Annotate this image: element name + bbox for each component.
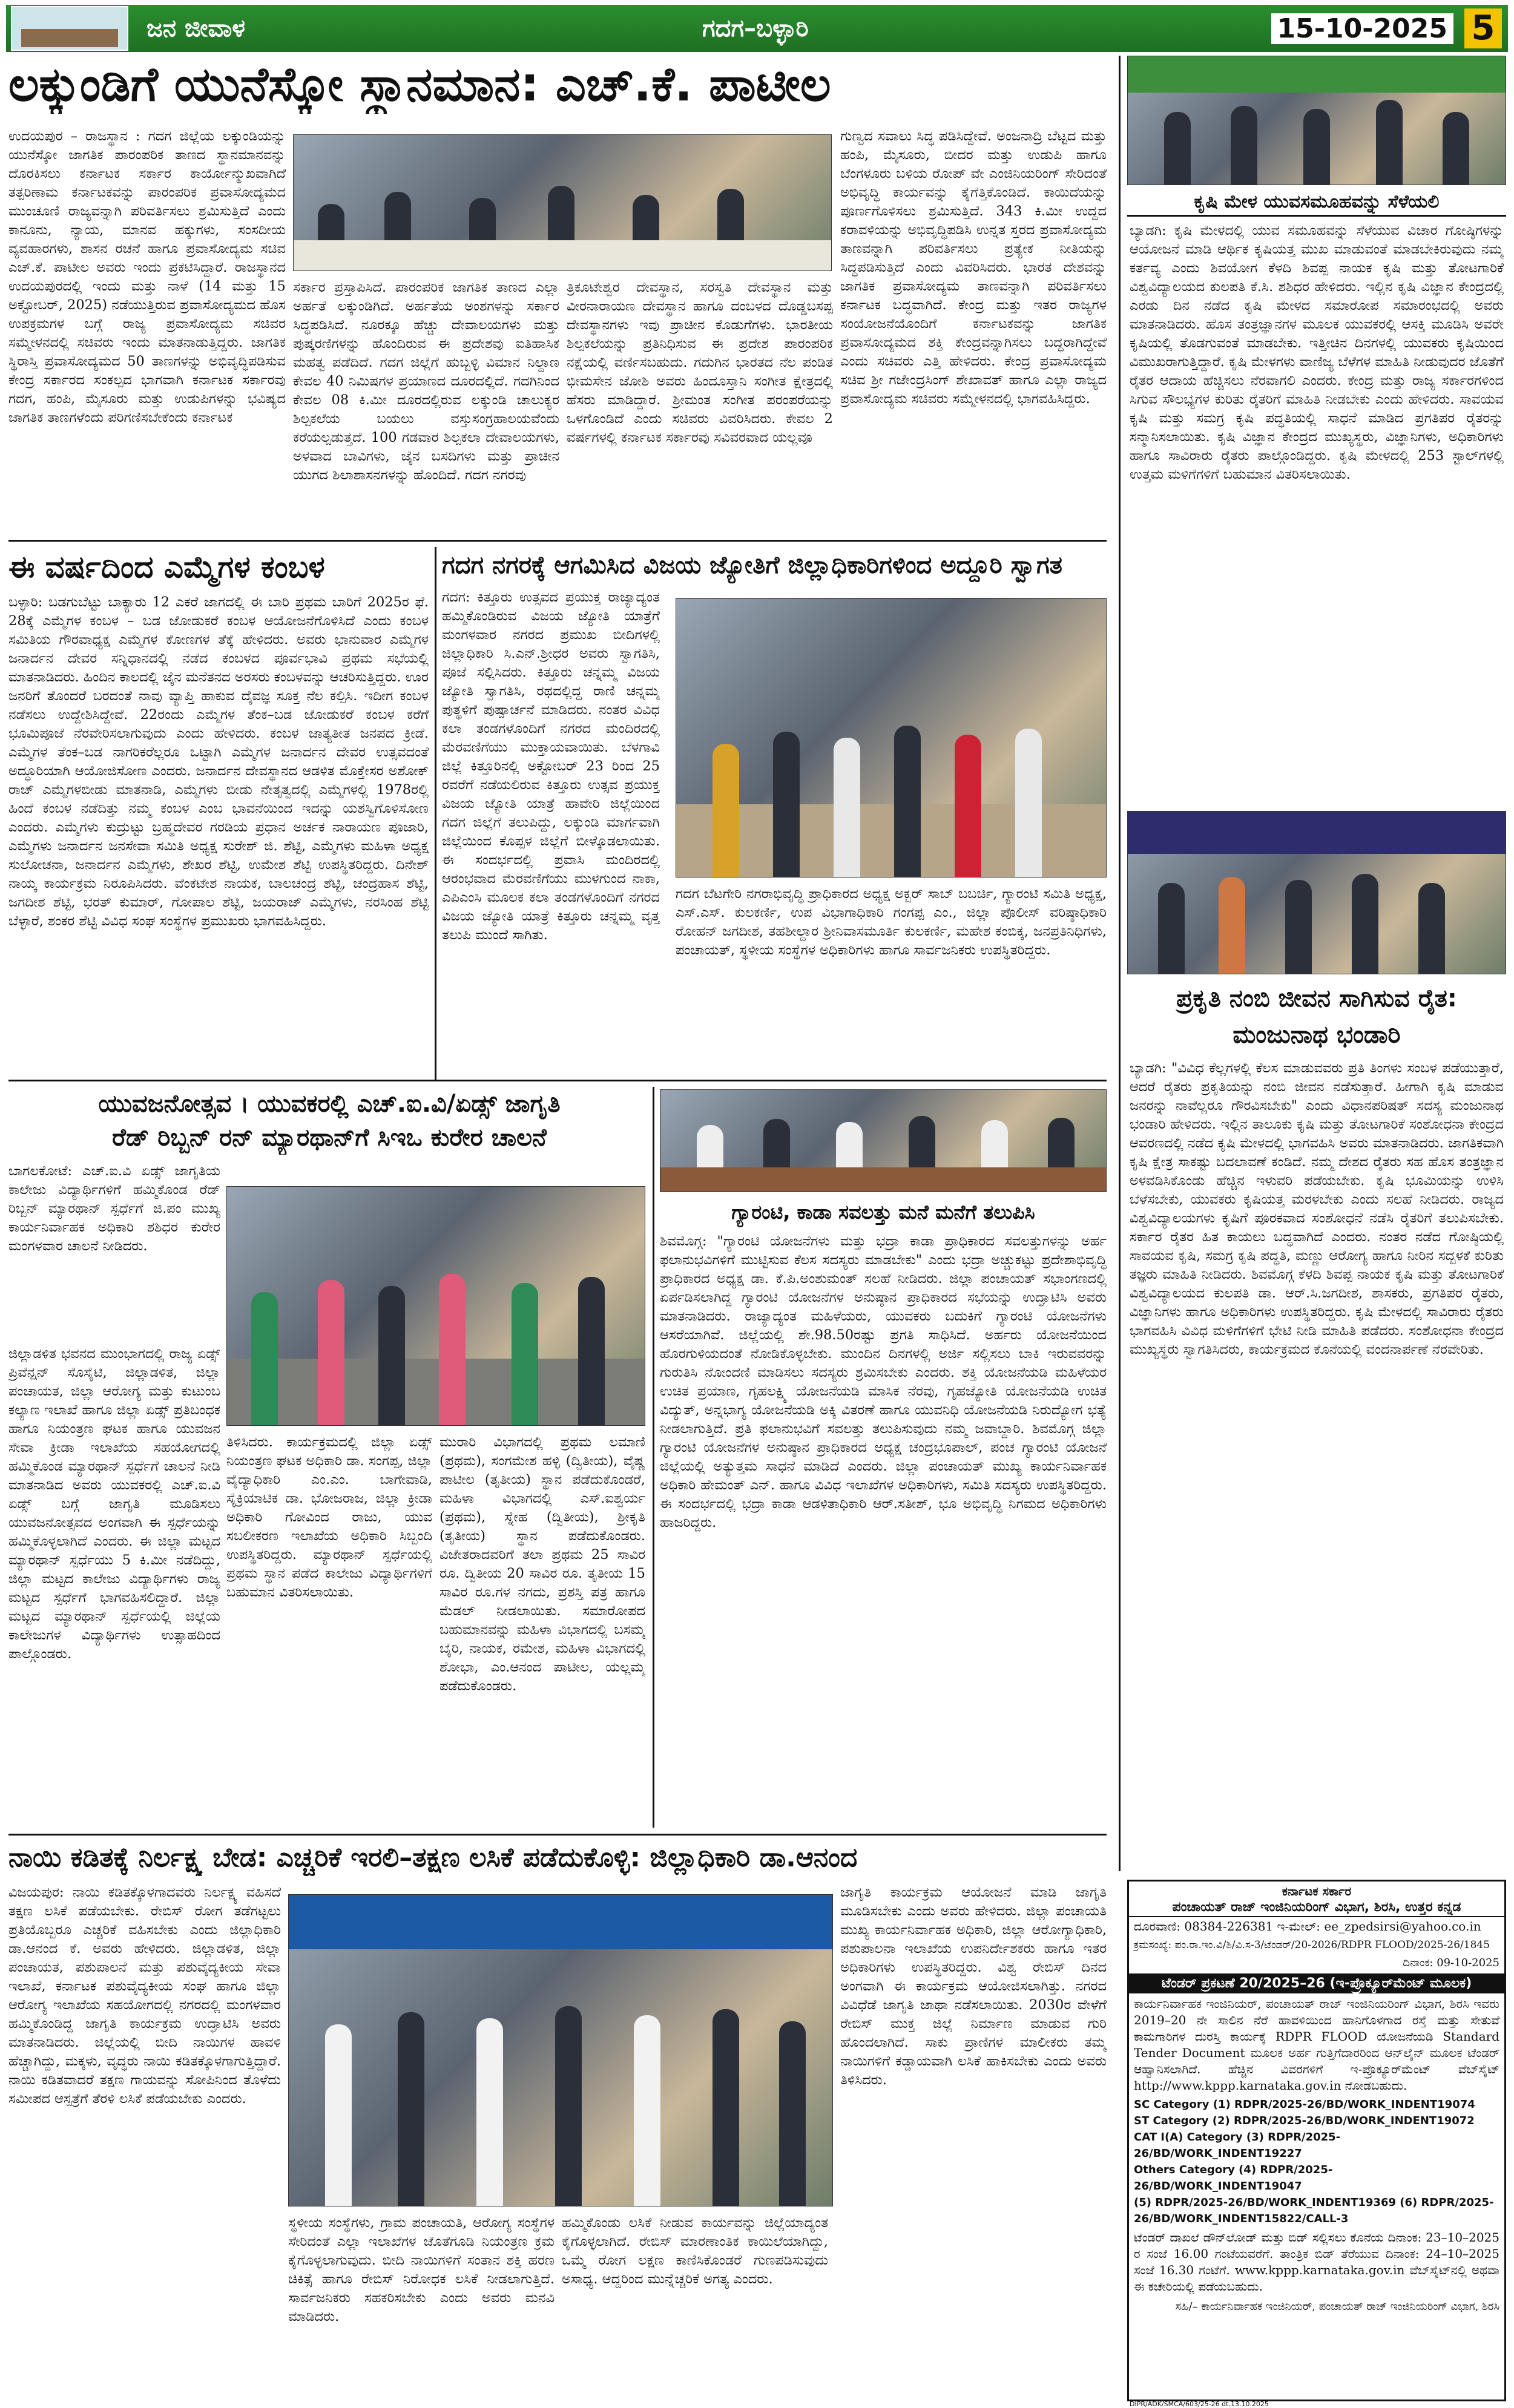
krishi-mela-body: ಬ್ಯಾಡಗಿ: ಕೃಷಿ ಮೇಳದಲ್ಲಿ ಯುವ ಸಮೂಹವನ್ನು ಸೆಳೆಯುವ ವಿಚಾರ ಗೋಷ್ಠಿಗಳನ್ನು ಆಯೋಜನೆ ಮಾಡಿ ಆರ್ಥಿಕ ಕೃಷಿಯತ್ತ ಮುಖ ಮಾಡುವಂತೆ ಮಾಡಬೇಕಿರುವುದು ನಮ್ಮ ಕರ್ತವ್ಯ ಎಂದು ಶಿವಯೋಗ ಕೆಳದಿ ಶಿವಪ್ಪ ನಾಯಕ ಕೃಷಿ ಮತ್ತು ತೋಟಗಾರಿಕೆ ವಿಶ್ವವಿದ್ಯಾಲಯದ ಕುಲಪತಿ ಕೆ.ಸಿ. ಶಶಿಧರ ಹೇಳಿದರು. ಇಲ್ಲಿನ ಕೃಷಿ ವಿಜ್ಞಾನ ಕೇಂದ್ರದಲ್ಲಿ ಎರಡು ದಿನ ನಡೆದ ಕೃಷಿ ಮೇಳದ ಸಮಾರೋಪ ಸಮಾರಂಭದಲ್ಲಿ ಅವರು ಮಾತನಾಡಿದರು. ಹೊಸ ತಂತ್ರಜ್ಞಾನಗಳ ಮೂಲಕ ಯುವಕರಲ್ಲಿ ಆಸಕ್ತಿ ಮೂಡಿಸಿ ಅವರೇ ಕೃಷಿಯಲ್ಲಿ ತೊಡಗುವಂತೆ ಮಾಡಬೇಕು. ಇತ್ತೀಚಿನ ದಿನಗಳಲ್ಲಿ ಯುವಕರು ಕೃಷಿಯಿಂದ ವಿಮುಖರಾಗುತ್ತಿದ್ದಾರೆ. ಕೃಷಿ ಮೇಳಗಳು ವಾಣಿಜ್ಯ ಬೆಳೆಗಳ ಮಾಹಿತಿ ನೀಡುವುದರ ಜೊತೆಗೆ ರೈತರ ಆದಾಯ ಹೆಚ್ಚಿಸಲು ನೆರವಾಗಲಿ ಎಂದರು. ಕೇಂದ್ರ ಮತ್ತು ರಾಜ್ಯ ಸರ್ಕಾರಗಳಿಂದ ಸಿಗುವ ಸೌಲಭ್ಯಗಳ ಕುರಿತು ರೈತರಿಗೆ ಮಾಹಿತಿ ನೀಡಬೇಕು ಎಂದು ಹೇಳಿದರು. ಸಾವಯವ ಕೃಷಿ ಮತ್ತು ಸಮಗ್ರ ಕೃಷಿ ಪದ್ಧತಿಯಲ್ಲಿ ಸಾಧನೆ ಮಾಡಿದ ಪ್ರಗತಿಪರ ರೈತರನ್ನು ಸನ್ಮಾನಿಸಲಾಯಿತು. ಕೃಷಿ ವಿಜ್ಞಾನ ಕೇಂದ್ರದ ಮುಖ್ಯಸ್ಥರು, ವಿಜ್ಞಾನಿಗಳು, ಅಧಿಕಾರಿಗಳು ಹಾಗೂ ಸಾವಿರಾರು ರೈತರು ಪಾಲ್ಗೊಂಡಿದ್ದರು. ಕೃಷಿ ಮೇಳದಲ್ಲಿ 253 ಸ್ಟಾಲ್‌ಗಳಲ್ಲಿ ಉತ್ತಮ ಮಳಿಗೆಗಳಿಗೆ ಬಹುಮಾನ ವಿತರಿಸಲಾಯಿತು. xyxy=(1130,223,1504,482)
kambala-body: ಬಳ್ಳಾರಿ: ಬಡಗುಬೆಟ್ಟು ಬಾಕ್ಯಾರು 12 ಎಕರೆ ಜಾಗದಲ್ಲಿ ಈ ಬಾರಿ ಪ್ರಥಮ ಬಾರಿಗೆ 2025ರ ಫೆ. 28ಕ್ಕೆ ಎಮ್ಮೆಗಳ ಕಂಬಳ – ಬಡ ಜೋಡುಕರೆ ಕಂಬಳ ಆಯೋಜನೆಗೊಳಿಸಿದೆ ಎಂದು ಕಂಬಳ ಸಮಿತಿಯ ಗೌರವಾಧ್ಯಕ್ಷ ಎಮ್ಮೆಗಳ ಕೋಣಗಳ ತೆಕ್ಕೆ ಹೇಳಿದರು. ಅವರು ಭಾನುವಾರ ಎಮ್ಮೆಗಳ ಜನಾರ್ದನ ದೇವರ ಸನ್ನಿಧಾನದಲ್ಲಿ ನಡೆದ ಕಂಬಳದ ಪೂರ್ವಭಾವಿ ಪ್ರಥಮ ಸಭೆಯಲ್ಲಿ ಮಾತನಾಡಿದರು. ಹಿಂದಿನ ಕಾಲದಲ್ಲಿ ಜೈನ ಮನೆತನದ ಅರಸರು ಕಂಬಳವನ್ನು ಆಚರಿಸುತ್ತಿದ್ದರು. ಊರ ಜನರಿಗೆ ತೊಂದರೆ ಬರದಂತೆ ನಾವು ವ್ಯಾಪ್ತಿ ಹಾಕುವ ದೈವಜ್ಞ ಸೂಕ್ತ ನೆಲ ಕಲ್ಪಿಸಿ. ಇದೀಗ ಕಂಬಳ ನಡೆಸಲು ಉದ್ದೇಶಿಸಿದ್ದೇವೆ. 22ರಂದು ಎಮ್ಮೆಗಳ ತೆಂಕ–ಬಡ ಜೋಡುಕರೆ ಕಂಬಳ ಕರೆಗೆ ಭೂಮಿಪೂಜೆ ನೆರವೇರಿಸಲಾಗುವುದು ಎಂದು ಹೇಳಿದರು. ಕಂಬಳ ಜಾತ್ಯತೀತ ಜನಪದ ಕ್ರೀಡೆ. ಎಮ್ಮೆಗಳ ತೆಂಕ–ಬಡ ನಾಗರಿಕರೆಲ್ಲರೂ ಒಟ್ಟಾಗಿ ಎಮ್ಮೆಗಳ ಜನಾರ್ದನ ದೇವರ ಉತ್ಸವದಂತೆ ಅದ್ಧೂರಿಯಾಗಿ ಆಯೋಜಿಸೋಣ ಎಂದರು. ಜನಾರ್ದನ ದೇವಸ್ಥಾನದ ಆಡಳಿತ ಮೊಕ್ತೇಸರ ಅಶೋಕ್ ರಾಜ್ ಎಮ್ಮೆಗಳಬೀಡು ಮಾತನಾಡಿ, ಎಮ್ಮೆಗಳು ಬೀಡು ನೇತೃತ್ವದಲ್ಲಿ ಎಮ್ಮೆಗಳಲ್ಲಿ 1978ರಲ್ಲಿ ಹಿಂದೆ ಕಂಬಳ ನಡೆದಿತ್ತು ನಮ್ಮ ಕಂಬಳ ಎಂಬ ಭಾವನೆಯಿಂದ ಇದನ್ನು ಯಶಸ್ವಿಗೊಳಿಸೋಣ ಎಂದರು. ಎಮ್ಮೆಗಳು ಕುದ್ರುಟ್ಟು ಬ್ರಹ್ಮದೇವರ ಗರಡಿಯ ಪ್ರಧಾನ ಅರ್ಚಕ ನಾರಾಯಣ ಪೂಜಾರಿ, ಎಮ್ಮೆಗಳು ಜನಾರ್ದನ ಜನಸೇವಾ ಸಮಿತಿ ಅಧ್ಯಕ್ಷ ಸುರೇಶ್ ಜಿ. ಶೆಟ್ಟಿ, ಎಮ್ಮೆಗಳು ಮಹಿಳಾ ಅಧ್ಯಕ್ಷ ಸುಲೋಚನಾ, ಜನಾರ್ದನ ಎಮ್ಮೆಗಳು, ಶೇಖರ ಶೆಟ್ಟಿ, ಉಮೇಶ ಶೆಟ್ಟಿ ಉಪಸ್ಥಿತರಿದ್ದರು. ದಿನೇಶ್ ನಾಯ್ಕ ಕಾರ್ಯಕ್ರಮ ನಿರೂಪಿಸಿದರು. ವೆಂಕಟೇಶ ನಾಯಕ, ಬಾಲಚಂದ್ರ ಶೆಟ್ಟಿ, ಚಂದ್ರಹಾಸ ಶೆಟ್ಟಿ, ಜಗದೀಶ ಶೆಟ್ಟಿ, ಭರತ್ ಕುಮಾರ್, ಗೋಪಾಲ ಶೆಟ್ಟಿ, ಜಯರಾಜ್ ಎಮ್ಮೆಗಳು, ನರಸಿಂಹ ಶೆಟ್ಟಿ ಬೆಳ್ಳಾರೆ, ಶಂಕರ ಶೆಟ್ಟಿ ವಿವಿಧ ಸಂಘ ಸಂಸ್ಥೆಗಳ ಪ್ರಮುಖರು ಭಾಗವಹಿಸಿದ್ದರು. xyxy=(8,594,429,929)
unesco-col4: ಗುಣ್ವದ ಸವಾಲು ಸಿದ್ಧ ಪಡಿಸಿದ್ದೇವೆ. ಅಂಜನಾದ್ರಿ ಬೆಟ್ಟದ ಮತ್ತು ಹಂಪಿ, ಮೈಸೂರು, ಬೀದರ ಮತ್ತು ಉಡುಪಿ ಹಾಗೂ ಬೆಂಗಳೂರು ಬಳಿಯ ರೋಪ್ ವೇ ಎಂಜಿನಿಯರಿಂಗ್ ಸೇರಿದಂತೆ ಅಭಿವೃದ್ಧಿ ಕಾರ್ಯವನ್ನು ಕೈಗೆತ್ತಿಕೊಂಡಿದೆ. ಕಾಯಿದೆಯನ್ನು ಪೂರ್ಣಗೊಳಿಸಲು ಶ್ರಮಿಸುತ್ತಿದೆ. 343 ಕಿ.ಮೀ ಉದ್ದದ ಕರಾವಳಿಯನ್ನು ಅಭಿವೃದ್ಧಿಪಡಿಸಿ ಉನ್ನತ ಸ್ತರದ ಪ್ರವಾಸೋದ್ಯಮ ತಾಣವನ್ನಾಗಿ ಪರಿವರ್ತಿಸಲು ಪ್ರತ್ಯೇಕ ನೀತಿಯನ್ನು ಸಿದ್ಧಪಡಿಸುತ್ತಿದೆ ಎಂದು ವಿವರಿಸಿದರು. ಭಾರತ ದೇಶವನ್ನು ಜಾಗತಿಕ ಪ್ರವಾಸೋದ್ಯಮ ತಾಣವನ್ನಾಗಿ ಪರಿವರ್ತಿಸಲು ಕರ್ನಾಟಕ ಬದ್ಧವಾಗಿದೆ. ಕೇಂದ್ರ ಮತ್ತು ಇತರ ರಾಜ್ಯಗಳ ಸಂಯೋಜನೆಯೊಂದಿಗೆ ಕರ್ನಾಟಕವನ್ನು ಜಾಗತಿಕ ಪ್ರವಾಸೋದ್ಯಮದ ಶಕ್ತಿ ಕೇಂದ್ರವನ್ನಾಗಿಸಲು ಬದ್ಧರಾಗಿದ್ದೇವೆ ಎಂದು ಸಚಿವರು ಎತ್ತಿ ಹೇಳಿದರು. ಕೇಂದ್ರ ಪ್ರವಾಸೋದ್ಯಮ ಸಚಿವ ಶ್ರೀ ಗಜೇಂದ್ರಸಿಂಗ್ ಶೇಖಾವತ್ ಹಾಗೂ ಎಲ್ಲಾ ರಾಜ್ಯದ ಪ್ರವಾಸೋದ್ಯಮ ಸಚಿವರು ಸಮ್ಮೇಳನದಲ್ಲಿ ಭಾಗವಹಿಸಿದ್ದರು. xyxy=(840,128,1107,407)
divider xyxy=(435,547,436,1080)
marathon-flag-off-photo xyxy=(226,1186,645,1426)
guarantee-meeting-photo xyxy=(660,1089,1107,1192)
guarantee-body: ಶಿವಮೊಗ್ಗ: "ಗ್ಯಾರಂಟಿ ಯೋಜನೆಗಳು ಮತ್ತು ಭದ್ರಾ ಕಾಡಾ ಪ್ರಾಧಿಕಾರದ ಸವಲತ್ತುಗಳನ್ನು ಅರ್ಹ ಫಲಾನುಭವಿಗಳಿಗೆ ಮುಟ್ಟಿಸುವ ಕೆಲಸ ಸದಸ್ಯರು ಮಾಡಬೇಕು" ಎಂದು ಭದ್ರಾ ಅಚ್ಚುಕಟ್ಟು ಪ್ರದೇಶಾಭಿವೃದ್ಧಿ ಪ್ರಾಧಿಕಾರದ ಅಧ್ಯಕ್ಷ ಡಾ. ಕೆ.ಪಿ.ಅಂಶುಮಂತ್ ಸಲಹೆ ನೀಡಿದರು. ಜಿಲ್ಲಾ ಪಂಚಾಯತ್ ಸಭಾಂಗಣದಲ್ಲಿ ಏರ್ಪಡಿಸಲಾಗಿದ್ದ ಗ್ಯಾರಂಟಿ ಯೋಜನೆಗಳ ಅನುಷ್ಠಾನ ಪ್ರಾಧಿಕಾರದ ಸಭೆಯನ್ನು ಉದ್ಘಾಟಿಸಿ ಅವರು ಮಾತನಾಡಿದರು. ರಾಜ್ಯಾದ್ಯಂತ ಮಹಿಳೆಯರು, ಯುವಕರು ಬದುಕಿಗೆ ಗ್ಯಾರಂಟಿ ಯೋಜನೆಗಳು ಆಸರೆಯಾಗಿವೆ. ಜಿಲ್ಲೆಯಲ್ಲಿ ಶೇ.98.50ರಷ್ಟು ಪ್ರಗತಿ ಸಾಧಿಸಿದೆ. ಅರ್ಹರು ಯೋಜನೆಯಿಂದ ಹೊರಗುಳಿಯದಂತೆ ನೋಡಿಕೊಳ್ಳಬೇಕು. ಮುಂದಿನ ದಿನಗಳಲ್ಲಿ ಅರ್ಜಿ ಸಲ್ಲಿಸಲು ಬಾಕಿ ಇರುವವರನ್ನು ಗುರುತಿಸಿ ನೋಂದಣಿ ಮಾಡಿಸಲು ಸದಸ್ಯರು ಶ್ರಮಿಸಬೇಕು ಎಂದರು. ಶಕ್ತಿ ಯೋಜನೆಯಡಿ ಮಹಿಳೆಯರ ಉಚಿತ ಪ್ರಯಾಣ, ಗೃಹಲಕ್ಷ್ಮಿ ಯೋಜನೆಯಡಿ ಮಾಸಿಕ ನೆರವು, ಗೃಹಜ್ಯೋತಿ ಯೋಜನೆಯಡಿ ಉಚಿತ ವಿದ್ಯುತ್, ಅನ್ನಭಾಗ್ಯ ಯೋಜನೆಯಡಿ ಅಕ್ಕಿ ವಿತರಣೆ ಹಾಗೂ ಯುವನಿಧಿ ಯೋಜನೆಯಡಿ ನಿರುದ್ಯೋಗ ಭತ್ಯೆ ನೀಡಲಾಗುತ್ತಿದೆ. ಪ್ರತಿ ಫಲಾನುಭವಿಗೆ ಸವಲತ್ತು ತಲುಪಿಸುವುದು ನಮ್ಮ ಜವಾಬ್ದಾರಿ. ಶಿವಮೊಗ್ಗ ಜಿಲ್ಲಾ ಗ್ಯಾರಂಟಿ ಯೋಜನೆಗಳ ಅನುಷ್ಠಾನ ಪ್ರಾಧಿಕಾರದ ಅಧ್ಯಕ್ಷ ಚಂದ್ರಭೂಪಾಲ್, ಪಂಚ ಗ್ಯಾರಂಟಿ ಯೋಜನೆ ಜಿಲ್ಲೆಯಲ್ಲಿ ಅತ್ಯುತ್ತಮ ಸಾಧನೆ ಮಾಡಿದೆ ಎಂದರು. ಜಿಲ್ಲಾ ಪಂಚಾಯತ್ ಮುಖ್ಯ ಕಾರ್ಯನಿರ್ವಾಹಕ ಅಧಿಕಾರಿ ಹೇಮಂತ್ ಎನ್. ಹಾಗೂ ವಿವಿಧ ಇಲಾಖೆಗಳ ಅಧಿಕಾರಿಗಳು, ಸಮಿತಿ ಸದಸ್ಯರು ಉಪಸ್ಥಿತರಿದ್ದರು. ಈ ಸಂದರ್ಭದಲ್ಲಿ ಭದ್ರಾ ಕಾಡಾ ಆಡಳಿತಾಧಿಕಾರಿ ಆರ್.ಸತೀಶ್, ಭೂ ಅಭಿವೃದ್ಧಿ ನಿಗಮದ ಅಧಿಕಾರಿಗಳು ಹಾಜರಿದ್ದರು. xyxy=(660,1233,1107,1530)
tender-ref: ಕ್ರಮಸಂಖ್ಯೆ: ಪಂ.ರಾ.ಇಂ.ವಿ/ಶಿ/ವಿ.ಸ-3/ಟೆಂಡರ್/20-2026/RDPR FLOOD/2025-26/1845 xyxy=(1134,1939,1490,1951)
tender-title: ಪಂಚಾಯತ್ ರಾಜ್ ಇಂಜಿನಿಯರಿಂಗ್ ವಿಭಾಗ, ಶಿರಸಿ, ಉತ್ತರ ಕನ್ನಡ xyxy=(1129,1898,1504,1917)
unesco-col3: ತ್ರಿಕೂಟೇಶ್ವರ ದೇವಸ್ಥಾನ, ಸರಸ್ವತಿ ದೇವಸ್ಥಾನ ಮತ್ತು ವೀರನಾರಾಯಣ ದೇವಸ್ಥಾನ ಹಾಗೂ ದಂಬಳದ ದೊಡ್ಡಬಸಪ್ಪ ದೇವಸ್ಥಾನಗಳು ಇವು ಪ್ರಾಚೀನ ಕೊಡುಗೆಗಳು. ಭಾರತೀಯ ಶಿಲ್ಪಕಲೆಯನ್ನು ಪ್ರತಿನಿಧಿಸುವ ಈ ಪ್ರದೇಶ ಪಾರಂಪರಿಕ ನಕ್ಷೆಯಲ್ಲಿ ವರ್ಣಿಸಬಹುದು. ಗದುಗಿನ ಭಾರತದ ನೆಲ ಪಂಡಿತ ಭೀಮಸೇನ ಜೋಶಿ ಅವರು ಹಿಂದೂಸ್ತಾನಿ ಸಂಗೀತ ಕ್ಷೇತ್ರದಲ್ಲಿ ಹೆಸರು ಮಾಡಿದ್ದಾರೆ. ಶ್ರೀಮಂತ ಸಂಗೀತ ಪರಂಪರೆಯನ್ನು ಒಳಗೊಂಡಿದೆ ಎಂದು ಸಚಿವರು ವಿವರಿಸಿದರು. ಕೇವಲ 2 ವರ್ಷಗಳಲ್ಲಿ ಕರ್ನಾಟಕ ಸರ್ಕಾರವು ಸವಿವರವಾದ ಯಲ್ಲವೂ xyxy=(567,280,833,445)
paper-name: ಜನ ಜೀವಾಳ xyxy=(146,15,245,42)
tender-body: ಕಾರ್ಯನಿರ್ವಾಹಕ ಇಂಜಿನಿಯರ್, ಪಂಚಾಯತ್ ರಾಜ್ ಇಂಜಿನಿಯರಿಂಗ್ ವಿಭಾಗ, ಶಿರಸಿ ಇವರು 2019–20 ನೇ ಸಾಲಿನ ನೆರೆ ಹಾವಳಿಯಿಂದ ಹಾನಿಗೊಳಗಾದ ರಸ್ತೆ ಮತ್ತು ಸೇತುವೆ ಕಾಮಗಾರಿಗಳ ದುರಸ್ತಿ ಕಾರ್ಯಕ್ಕೆ RDPR FLOOD ಯೋಜನೆಯಡಿ Standard Tender Document ಮೂಲಕ ಅರ್ಹ ಗುತ್ತಿಗೆದಾರರಿಂದ ಆನ್‌ಲೈನ್ ಮೂಲಕ ಟೆಂಡರ್ ಆಹ್ವಾನಿಸಲಾಗಿದೆ. ಹೆಚ್ಚಿನ ವಿವರಗಳಿಗೆ ಇ-ಪ್ರೊಕ್ಯೂರ್‌ಮೆಂಟ್ ವೆಬ್‌ಸೈಟ್ http://www.kppp.karnataka.gov.in ನೋಡಬಹುದು. xyxy=(1134,1996,1499,2093)
rabies-col3: ಹಮ್ಮಿಕೊಂಡು ಲಸಿಕೆ ನೀಡುವ ಕಾರ್ಯವನ್ನು ಜಿಲ್ಲೆಯಾದ್ಯಂತ ಕೈಗೊಳ್ಳಲಾಗಿದೆ. ರೇಬಿಸ್ ಮಾರಣಾಂತಿಕ ಕಾಯಿಲೆಯಾಗಿದ್ದು, ಒಮ್ಮೆ ರೋಗ ಲಕ್ಷಣ ಕಾಣಿಸಿಕೊಂಡರೆ ಗುಣಪಡಿಸುವುದು ಅಸಾಧ್ಯ. ಆದ್ದರಿಂದ ಮುನ್ನೆಚ್ಚರಿಕೆ ಅಗತ್ಯ ಎಂದರು. xyxy=(562,2215,828,2287)
rabies-col2: ಸ್ಥಳೀಯ ಸಂಸ್ಥೆಗಳು, ಗ್ರಾಮ ಪಂಚಾಯತಿ, ಆರೋಗ್ಯ ಸಂಸ್ಥೆಗಳ ಸೇರಿದಂತೆ ಎಲ್ಲಾ ಇಲಾಖೆಗಳ ಜೊತೆಗೂಡಿ ನಿಯಂತ್ರಣ ಕ್ರಮ ಕೈಗೊಳ್ಳಲಾಗುವುದು. ಬೀದಿ ನಾಯಿಗಳಿಗೆ ಸಂತಾನ ಶಕ್ತಿ ಹರಣ ಚಿಕಿತ್ಸೆ ಹಾಗೂ ರೇಬಿಸ್ ನಿರೋಧಕ ಲಸಿಕೆ ನೀಡಲಾಗುತ್ತಿದೆ. ಸಾರ್ವಜನಿಕರು ಸಹಕರಿಸಬೇಕು ಎಂದು ಅವರು ಮನವಿ ಮಾಡಿದರು. xyxy=(288,2215,555,2324)
jyothi-headline: ಗದಗ ನಗರಕ್ಕೆ ಆಗಮಿಸಿದ ವಿಜಯ ಜ್ಯೋತಿಗೆ ಜಿಲ್ಲಾಧಿಕಾರಿಗಳಿಂದ ಅದ್ದೂರಿ ಸ್ವಾಗತ xyxy=(442,551,1062,579)
section-name: ಗದಗ–ಬಳ್ಳಾರಿ xyxy=(702,15,809,42)
kambala-headline: ಈ ವರ್ಷದಿಂದ ಎಮ್ಮೆಗಳ ಕಂಬಳ xyxy=(8,550,325,585)
jyothi-col1: ಗದಗ: ಕಿತ್ತೂರು ಉತ್ಸವದ ಪ್ರಯುಕ್ತ ರಾಜ್ಯಾದ್ಯಂತ ಹಮ್ಮಿಕೊಂಡಿರುವ ವಿಜಯ ಜ್ಯೋತಿ ಯಾತ್ರೆಗೆ ಮಂಗಳವಾರ ನಗರದ ಪ್ರಮುಖ ಬೀದಿಗಳಲ್ಲಿ ಜಿಲ್ಲಾಧಿಕಾರಿ ಸಿ.ಎನ್.ಶ್ರೀಧರ ಅವರು ಸ್ವಾಗತಿಸಿ, ಪೂಜೆ ಸಲ್ಲಿಸಿದರು. ಕಿತ್ತೂರು ಚನ್ನಮ್ಮ ವಿಜಯ ಜ್ಯೋತಿ ಸ್ವಾಗತಿಸಿ, ರಥದಲ್ಲಿದ್ದ ರಾಣಿ ಚನ್ನಮ್ಮ ಪುತ್ಥಳಿಗೆ ಪುಷ್ಪಾರ್ಚನೆ ಮಾಡಿದರು. ನಂತರ ವಿವಿಧ ಕಲಾ ತಂಡಗಳೊಂದಿಗೆ ನಗರದ ಮಂದಿರದಲ್ಲಿ ಮೆರವಣಿಗೆಯು ಮುಕ್ತಾಯವಾಯಿತು. ಬೆಳಗಾವಿ ಜಿಲ್ಲೆ ಕಿತ್ತೂರಿನಲ್ಲಿ ಅಕ್ಟೋಬರ್ 23 ರಿಂದ 25 ರವರೆಗೆ ನಡೆಯಲಿರುವ ಕಿತ್ತೂರು ಉತ್ಸವ ಪ್ರಯುಕ್ತ ವಿಜಯ ಜ್ಯೋತಿ ಯಾತ್ರೆ ಹಾವೇರಿ ಜಿಲ್ಲೆಯಿಂದ ಗದಗ ಜಿಲ್ಲೆಗೆ ತಲುಪಿದ್ದು, ಲಕ್ಕುಂಡಿ ಮಾರ್ಗವಾಗಿ ಜಿಲ್ಲೆಯಿಂದ ಕೊಪ್ಪಳ ಜಿಲ್ಲೆಗೆ ಬೀಳ್ಕೊಡಲಾಯಿತು. ಈ ಸಂದರ್ಭದಲ್ಲಿ ಪ್ರವಾಸಿ ಮಂದಿರದಲ್ಲಿ ಆರಂಭವಾದ ಮೆರವಣಿಗೆಯು ಮುಳಗುಂದ ನಾಕಾ, ಎಪಿಎಂಸಿ ಮೂಲಕ ಕಲಾ ತಂಡಗಳೊಂದಿಗೆ ನಗರದ ವಿಜಯ ಜ್ಯೋತಿ ಯಾತ್ರೆ ಕಿತ್ತೂರು ಚನ್ನಮ್ಮ ವೃತ್ತ ತಲುಪಿ ಮುಂದೆ ಸಾಗಿತು. xyxy=(442,589,660,943)
tender-signature: ಸಹಿ/– ಕಾರ್ಯನಿರ್ವಾಹಕ ಇಂಜಿನಿಯರ್, ಪಂಚಾಯತ್ ರಾಜ್ ಇಂಜಿನಿಯರಿಂಗ್ ವಿಭಾಗ, ಶಿರಸಿ xyxy=(1175,2300,1499,2313)
page-number: 5 xyxy=(1464,8,1502,48)
jyothi-col3: ಗದಗ ಬೆಟಗೇರಿ ನಗರಾಭಿವೃದ್ಧಿ ಪ್ರಾಧಿಕಾರದ ಅಧ್ಯಕ್ಷ ಅಕ್ಬರ್ ಸಾಬ್ ಬಬರ್ಚಿ, ಗ್ಯಾರಂಟಿ ಸಮಿತಿ ಅಧ್ಯಕ್ಷ, ಎಸ್.ಎಸ್. ಕುಲಕರ್ಣಿ, ಉಪ ವಿಭಾಗಾಧಿಕಾರಿ ಗಂಗಪ್ಪ ಎಂ., ಜಿಲ್ಲಾ ಪೊಲೀಸ್ ವರಿಷ್ಠಾಧಿಕಾರಿ ರೋಹನ್ ಜಗದೀಶ, ತಹಶೀಲ್ದಾರ ಶ್ರೀನಿವಾಸಮೂರ್ತಿ ಕುಲಕರ್ಣಿ, ಮಹೇಶ ಕಂಬಿಕ್ಕ, ಜನಪ್ರತಿನಿಧಿಗಳು, ಪಂಚಾಯತ್, ಸ್ಥಳೀಯ ಸಂಸ್ಥೆಗಳ ಅಧಿಕಾರಿಗಳು ಹಾಗೂ ಸಾರ್ವಜನಿಕರು ಉಪಸ್ಥಿತರಿದ್ದರು. xyxy=(676,886,1107,958)
tender-indent-2: ST Category (2) RDPR/2025-26/BD/WORK_INDENT19072 xyxy=(1134,2114,1475,2127)
yuva-headline-1: ಯುವಜನೋತ್ಸವ । ಯುವಕರಲ್ಲಿ ಎಚ್.ಐ.ವಿ/ಏಡ್ಸ್ ಜಾಗೃತಿ xyxy=(98,1090,561,1118)
yuva-intro: ಬಾಗಲಕೋಟೆ: ಎಚ್.ಐ.ವಿ ಏಡ್ಸ್ ಜಾಗೃತಿಯ ಕಾಲೇಜು ವಿದ್ಯಾರ್ಥಿಗಳಿಗೆ ಹಮ್ಮಿಕೊಂಡ ರೆಡ್ ರಿಬ್ಬನ್ ಮ್ಯಾರಥಾನ್ ಸ್ಪರ್ಧೆಗೆ ಜಿ.ಪಂ ಮುಖ್ಯ ಕಾರ್ಯನಿರ್ವಾಹಕ ಅಧಿಕಾರಿ ಶಶಿಧರ ಕುರೇರ ಮಂಗಳವಾರ ಚಾಲನೆ ನೀಡಿದರು. xyxy=(8,1163,220,1254)
unesco-conference-photo xyxy=(293,134,832,271)
divider xyxy=(1119,56,1121,1871)
divider xyxy=(8,1834,1107,1836)
krishi-mela-caption: ಕೃಷಿ ಮೇಳ ಯುವಸಮೂಹವನ್ನು ಸೆಳೆಯಲಿ xyxy=(1127,188,1506,217)
newspaper-logo-image xyxy=(11,6,128,51)
tender-notice-title: ಟೆಂಡರ್ ಪ್ರಕಟಣೆ 20/2025–26 (ಇ-ಪ್ರೊಕ್ಯೂರ್‌ಮೆಂಟ್ ಮೂಲಕ) xyxy=(1129,1973,1504,1993)
rabies-headline: ನಾಯಿ ಕಡಿತಕ್ಕೆ ನಿರ್ಲಕ್ಷ್ಯ ಬೇಡ: ಎಚ್ಚರಿಕೆ ಇರಲಿ–ತಕ್ಷಣ ಲಸಿಕೆ ಪಡೆದುಕೊಳ್ಳಿ: ಜಿಲ್ಲಾಧಿಕಾರಿ ಡಾ.ಆನಂದ xyxy=(8,1842,858,1873)
tender-indent-3: CAT I(A) Category (3) RDPR/2025-26/BD/WORK_INDENT19227 xyxy=(1134,2131,1341,2160)
unesco-headline: ಲಕ್ಕುಂಡಿಗೆ ಯುನೆಸ್ಕೋ ಸ್ಥಾನಮಾನ: ಎಚ್.ಕೆ. ಪಾಟೀಲ xyxy=(8,57,831,112)
tender-indent-1: SC Category (1) RDPR/2025-26/BD/WORK_INDENT19074 xyxy=(1134,2098,1475,2111)
masthead xyxy=(6,5,1508,52)
tender-contact: ದೂರವಾಣಿ: 08384-226381 ಇ-ಮೇಲ್: ee_zpedsirsi@yahoo.co.in xyxy=(1134,1919,1481,1934)
yuva-col1: ಜಿಲ್ಲಾಡಳಿತ ಭವನದ ಮುಂಭಾಗದಲ್ಲಿ ರಾಜ್ಯ ಏಡ್ಸ್ ಪ್ರಿವೆನ್ಷನ್ ಸೊಸೈಟಿ, ಜಿಲ್ಲಾಡಳಿತ, ಜಿಲ್ಲಾ ಪಂಚಾಯತ, ಜಿಲ್ಲಾ ಆರೋಗ್ಯ ಮತ್ತು ಕುಟುಂಬ ಕಲ್ಯಾಣ ಇಲಾಖೆ ಹಾಗೂ ಜಿಲ್ಲಾ ಏಡ್ಸ್ ಪ್ರತಿಬಂಧಕ ಹಾಗೂ ನಿಯಂತ್ರಣ ಘಟಕ ಹಾಗೂ ಯುವಜನ ಸೇವಾ ಕ್ರೀಡಾ ಇಲಾಖೆಯ ಸಹಯೋಗದಲ್ಲಿ ಹಮ್ಮಿಕೊಂಡ ಮ್ಯಾರಥಾನ್ ಸ್ಪರ್ಧೆಗೆ ಚಾಲನೆ ನೀಡಿ ಮಾತನಾಡಿದ ಅವರು ಯುವಕರಲ್ಲಿ ಎಚ್.ಐ.ವಿ ಏಡ್ಸ್ ಬಗ್ಗೆ ಜಾಗೃತಿ ಮೂಡಿಸಲು ಯುವಜನೋತ್ಸವದ ಅಂಗವಾಗಿ ಈ ಸ್ಪರ್ಧೆಯನ್ನು ಹಮ್ಮಿಕೊಳ್ಳಲಾಗಿದೆ ಎಂದರು. ಈ ಜಿಲ್ಲಾ ಮಟ್ಟದ ಮ್ಯಾರಥಾನ್ ಸ್ಪರ್ಧೆಯು 5 ಕಿ.ಮೀ ನಡೆದಿದ್ದು, ಜಿಲ್ಲಾ ಮಟ್ಟದ ಕಾಲೇಜು ವಿದ್ಯಾರ್ಥಿಗಳು ರಾಜ್ಯ ಮಟ್ಟದ ಸ್ಪರ್ಧೆಗೆ ಭಾಗವಹಿಸಲಿದ್ದಾರೆ. ಜಿಲ್ಲಾ ಮಟ್ಟದ ಮ್ಯಾರಥಾನ್ ಸ್ಪರ್ಧೆಯಲ್ಲಿ ಜಿಲ್ಲೆಯ ಕಾಲೇಜುಗಳ ವಿದ್ಯಾರ್ಥಿಗಳು ಉತ್ಸಾಹದಿಂದ ಪಾಲ್ಗೊಂಡರು. xyxy=(8,1346,220,1662)
jyothi-procession-photo xyxy=(676,598,1107,878)
raitha-event-photo xyxy=(1127,811,1506,974)
tender-dates: ಟೆಂಡರ್ ದಾಖಲೆ ಡೌನ್‌ಲೋಡ್ ಮತ್ತು ಬಿಡ್ ಸಲ್ಲಿಸಲು ಕೊನೆಯ ದಿನಾಂಕ: 23–10–2025 ರ ಸಂಜೆ 16.00 ಗಂಟೆಯವರೆಗೆ. ತಾಂತ್ರಿಕ ಬಿಡ್ ತೆರೆಯುವ ದಿನಾಂಕ: 24–10–2025 ಸಂಜೆ 16.30 ಗಂಟೆಗೆ. www.kppp.karnataka.gov.in ವೆಬ್‌ಸೈಟ್‌ನಲ್ಲಿ ಅಥವಾ ಈ ಕಚೇರಿಯಲ್ಲಿ ಪಡೆಯಬಹುದು. xyxy=(1134,2230,1499,2294)
dipr-code: DIPR/ADK/SMCA/603/25-26 dt.13.10.2025 xyxy=(1130,2400,1269,2408)
rabies-awareness-photo xyxy=(288,1894,833,2206)
raitha-body: ಬ್ಯಾಡಗಿ: "ವಿವಿಧ ಕೆಲ್ಲಗಳಲ್ಲಿ ಕೆಲಸ ಮಾಡುವವರು ಪ್ರತಿ ತಿಂಗಳು ಸಂಬಳ ಪಡೆಯುತ್ತಾರೆ, ಆದರೆ ರೈತರು ಪ್ರಕೃತಿಯನ್ನು ನಂಬಿ ಜೀವನ ನಡೆಸುತ್ತಾರೆ. ಹೀಗಾಗಿ ಕೃಷಿ ಮಾಡುವ ಜನರನ್ನು ನಾವೆಲ್ಲರೂ ಗೌರವಿಸಬೇಕು" ಎಂದು ವಿಧಾನಪರಿಷತ್ ಸದಸ್ಯ ಮಂಜುನಾಥ ಭಂಡಾರಿ ಹೇಳಿದರು. ಇಲ್ಲಿನ ತಾಲೂಕು ಕೃಷಿ ಮತ್ತು ತೋಟಗಾರಿಕೆ ಸಂಶೋಧನಾ ಕೇಂದ್ರದ ಆವರಣದಲ್ಲಿ ನಡೆದ ಕೃಷಿ ಮೇಳದಲ್ಲಿ ಭಾಗವಹಿಸಿ ಅವರು ಮಾತನಾಡಿದರು. ಜಾಗತಿಕವಾಗಿ ಕೃಷಿ ಕ್ಷೇತ್ರ ಸಾಕಷ್ಟು ಬದಲಾವಣೆ ಕಂಡಿದೆ. ನಮ್ಮ ದೇಶದ ರೈತರು ಸಹ ಹೊಸ ತಂತ್ರಜ್ಞಾನ ಅಳವಡಿಸಿಕೊಂಡು ಹೆಚ್ಚಿನ ಇಳುವರಿ ಪಡೆಯಬೇಕು. ಕೃಷಿ ಭೂಮಿಯನ್ನು ಉಳಿಸಿ ಬೆಳೆಸಬೇಕು, ಯುವಕರು ಕೃಷಿಯತ್ತ ಮರಳಬೇಕು ಎಂದು ಸಲಹೆ ನೀಡಿದರು. ರಾಜ್ಯದ ವಿಶ್ವವಿದ್ಯಾಲಯಗಳು ಕೃಷಿಗೆ ಪೂರಕವಾದ ಸಂಶೋಧನೆ ನಡೆಸಿ ರೈತರಿಗೆ ತಲುಪಿಸಬೇಕು. ಸರ್ಕಾರ ರೈತರ ಹಿತ ಕಾಯಲು ಬದ್ಧವಾಗಿದೆ ಎಂದರು. ನಂತರ ನಡೆದ ಗೋಷ್ಠಿಯಲ್ಲಿ ಸಾವಯವ ಕೃಷಿ, ಸಮಗ್ರ ಕೃಷಿ ಪದ್ಧತಿ, ಮಣ್ಣು ಆರೋಗ್ಯ ಹಾಗೂ ನೀರಿನ ಸದ್ಬಳಕೆ ಕುರಿತು ತಜ್ಞರು ಮಾಹಿತಿ ನೀಡಿದರು. ಶಿವಮೊಗ್ಗ ಕೆಳದಿ ಶಿವಪ್ಪ ನಾಯಕ ಕೃಷಿ ಮತ್ತು ತೋಟಗಾರಿಕೆ ವಿಶ್ವವಿದ್ಯಾಲಯದ ಕುಲಪತಿ ಡಾ. ಆರ್.ಸಿ.ಜಗದೀಶ, ಶಾಸಕರು, ಪ್ರಗತಿಪರ ರೈತರು, ವಿಜ್ಞಾನಿಗಳು ಹಾಗೂ ಅಧಿಕಾರಿಗಳು ಉಪಸ್ಥಿತರಿದ್ದರು. ಕೃಷಿ ಮೇಳದಲ್ಲಿ ಸಾವಿರಾರು ರೈತರು ಭಾಗವಹಿಸಿ ವಿವಿಧ ಮಳಿಗೆಗಳಿಗೆ ಭೇಟಿ ನೀಡಿ ಮಾಹಿತಿ ಪಡೆದರು. ಸಂಶೋಧನಾ ಕೇಂದ್ರದ ಮುಖ್ಯಸ್ಥರು ಸ್ವಾಗತಿಸಿದರು, ಕಾರ್ಯಕ್ರಮದ ಕೊನೆಯಲ್ಲಿ ವಂದನಾರ್ಪಣೆ ನೆರವೇರಿತು. xyxy=(1130,1060,1504,1357)
unesco-col1: ಉದಯಪುರ – ರಾಜಸ್ಥಾನ : ಗದಗ ಜಿಲ್ಲೆಯ ಲಕ್ಕುಂಡಿಯನ್ನು ಯುನೆಸ್ಕೋ ಜಾಗತಿಕ ಪಾರಂಪರಿಕ ತಾಣದ ಸ್ಥಾನಮಾನವನ್ನು ದೊರಕಿಸಲು ಕರ್ನಾಟಕ ಸರ್ಕಾರ ಕಾರ್ಯೋನ್ಮುಖವಾಗಿದೆ ತತ್ಪರಿಣಾಮ ಕರ್ನಾಟಕವನ್ನು ಪಾರಂಪರಿಕ ಪ್ರವಾಸೋದ್ಯಮದ ಮುಂಚೂಣಿ ರಾಜ್ಯವನ್ನಾಗಿ ಪರಿವರ್ತಿಸಲು ಶ್ರಮಿಸುತ್ತಿದೆ ಎಂದು ಕಾನೂನು, ನ್ಯಾಯ, ಮಾನವ ಹಕ್ಕುಗಳು, ಸಂಸದೀಯ ವ್ಯವಹಾರಗಳು, ಶಾಸನ ರಚನೆ ಹಾಗೂ ಪ್ರವಾಸೋದ್ಯಮ ಸಚಿವ ಎಚ್.ಕೆ. ಪಾಟೀಲ ಅವರು ಇಂದು ಪ್ರಕಟಿಸಿದ್ದಾರೆ. ರಾಜಸ್ಥಾನದ ಉದಯಪುರದಲ್ಲಿ ಇಂದು ಮತ್ತು ನಾಳೆ (14 ಮತ್ತು 15 ಅಕ್ಟೋಬರ್, 2025) ನಡೆಯುತ್ತಿರುವ ಪ್ರವಾಸೋದ್ಯಮದ ಹೊಸ ಉಪಕ್ರಮಗಳ ಬಗ್ಗೆ ರಾಜ್ಯ ಪ್ರವಾಸೋದ್ಯಮ ಸಚಿವರ ಸಮ್ಮೇಳನದಲ್ಲಿ ಸಚಿವರು ಇಂದು ಮಾತನಾಡುತ್ತಿದ್ದರು. ಜಾಗತಿಕ ಸ್ಥಿರಾಸ್ತಿ ಪ್ರವಾಸೋದ್ಯಮದ 50 ತಾಣಗಳನ್ನು ಅಭಿವೃದ್ಧಿಪಡಿಸುವ ಕೇಂದ್ರ ಸರ್ಕಾರದ ಸಂಕಲ್ಪದ ಭಾಗವಾಗಿ ಕರ್ನಾಟಕ ಸರ್ಕಾರವು ಗದಗ, ಹಂಪಿ, ಮೈಸೂರು ಮತ್ತು ಉಡುಪಿಗಳನ್ನು ಭವಿಷ್ಯದ ಜಾಗತಿಕ ತಾಣಗಳೆಂದು ಪರಿಗಣಿಸಬೇಕೆಂದು ಕರ್ನಾಟಕ xyxy=(8,128,286,425)
yuva-headline-2: ರೆಡ್ ರಿಬ್ಬನ್ ರನ್ ಮ್ಯಾರಥಾನ್‌ಗೆ ಸಿಇಒ ಕುರೇರ ಚಾಲನೆ xyxy=(112,1124,547,1152)
rabies-col1: ವಿಜಯಪುರ: ನಾಯಿ ಕಡಿತಕ್ಕೊಳಗಾದವರು ನಿರ್ಲಕ್ಷ್ಯ ವಹಿಸದೆ ತಕ್ಷಣ ಲಸಿಕೆ ಪಡೆಯಬೇಕು. ರೇಬಿಸ್ ರೋಗ ತಡೆಗಟ್ಟಲು ಪ್ರತಿಯೊಬ್ಬರೂ ಎಚ್ಚರಿಕೆ ವಹಿಸಬೇಕು ಎಂದು ಜಿಲ್ಲಾಧಿಕಾರಿ ಡಾ.ಆನಂದ ಕೆ. ಅವರು ಹೇಳಿದರು. ಜಿಲ್ಲಾಡಳಿತ, ಜಿಲ್ಲಾ ಪಂಚಾಯತ, ಪಶುಪಾಲನೆ ಮತ್ತು ಪಶುವೈದ್ಯಕೀಯ ಸೇವಾ ಇಲಾಖೆ, ಕರ್ನಾಟಕ ಪಶುವೈದ್ಯಕೀಯ ಸಂಘ ಹಾಗೂ ಜಿಲ್ಲಾ ಆರೋಗ್ಯ ಇಲಾಖೆಯ ಸಹಯೋಗದಲ್ಲಿ ನಗರದಲ್ಲಿ ಮಂಗಳವಾರ ಹಮ್ಮಿಕೊಂಡಿದ್ದ ಜಾಗೃತಿ ಕಾರ್ಯಕ್ರಮ ಉದ್ಘಾಟಿಸಿ ಅವರು ಮಾತನಾಡಿದರು. ಜಿಲ್ಲೆಯಲ್ಲಿ ಬೀದಿ ನಾಯಿಗಳ ಹಾವಳಿ ಹೆಚ್ಚಾಗಿದ್ದು, ಮಕ್ಕಳು, ವೃದ್ಧರು ನಾಯಿ ಕಡಿತಕ್ಕೊಳಗಾಗುತ್ತಿದ್ದಾರೆ. ನಾಯಿ ಕಡಿತವಾದರೆ ತಕ್ಷಣ ಗಾಯವನ್ನು ಸೋಪಿನಿಂದ ತೊಳೆದು ಸಮೀಪದ ಆಸ್ಪತ್ರೆಗೆ ತೆರಳಿ ಲಸಿಕೆ ಪಡೆಯಬೇಕು ಎಂದರು. xyxy=(8,1885,281,2107)
rabies-col4: ಜಾಗೃತಿ ಕಾರ್ಯಕ್ರಮ ಆಯೋಜನೆ ಮಾಡಿ ಜಾಗೃತಿ ಮೂಡಿಸಬೇಕು ಎಂದು ಅವರು ಹೇಳಿದರು. ಜಿಲ್ಲಾ ಪಂಚಾಯತಿ ಮುಖ್ಯ ಕಾರ್ಯನಿರ್ವಾಹಕ ಅಧಿಕಾರಿ, ಜಿಲ್ಲಾ ಆರೋಗ್ಯಾಧಿಕಾರಿ, ಪಶುಪಾಲನಾ ಇಲಾಖೆಯ ಉಪನಿರ್ದೇಶಕರು ಹಾಗೂ ಇತರ ಅಧಿಕಾರಿಗಳು ಉಪಸ್ಥಿತರಿದ್ದರು. ವಿಶ್ವ ರೇಬಿಸ್ ದಿನದ ಅಂಗವಾಗಿ ಈ ಕಾರ್ಯಕ್ರಮ ಆಯೋಜಿಸಲಾಗಿತ್ತು. ನಗರದ ವಿವಿಧೆಡೆ ಜಾಗೃತಿ ಜಾಥಾ ನಡೆಸಲಾಯಿತು. 2030ರ ವೇಳೆಗೆ ರೇಬಿಸ್ ಮುಕ್ತ ಜಿಲ್ಲೆ ನಿರ್ಮಾಣ ಮಾಡುವ ಗುರಿ ಹೊಂದಲಾಗಿದೆ. ಸಾಕು ಪ್ರಾಣಿಗಳ ಮಾಲೀಕರು ತಮ್ಮ ನಾಯಿಗಳಿಗೆ ಕಡ್ಡಾಯವಾಗಿ ಲಸಿಕೆ ಹಾಕಿಸಬೇಕು ಎಂದು ಅವರು ತಿಳಿಸಿದರು. xyxy=(840,1885,1107,2088)
tender-notice xyxy=(1127,1880,1506,2401)
yuva-col3: ಮುರಾರಿ ವಿಭಾಗದಲ್ಲಿ ಪ್ರಥಮ ಲಮಾಣಿ (ಪ್ರಥಮ), ಸಂಗಮೇಶ ಹಳ್ಳಿ (ದ್ವಿತೀಯ), ವೈಷ್ಣ ಪಾಟೀಲ (ತೃತೀಯ) ಸ್ಥಾನ ಪಡೆದುಕೊಂಡರೆ, ಮಹಿಳಾ ವಿಭಾಗದಲ್ಲಿ ಎಸ್.ಐಶ್ವರ್ಯ (ಪ್ರಥಮ), ಸ್ನೇಹ (ದ್ವಿತೀಯ), ಶ್ರೀಕೃತಿ (ತೃತೀಯ) ಸ್ಥಾನ ಪಡೆದುಕೊಂಡರು. ವಿಜೇತರಾದವರಿಗೆ ತಲಾ ಪ್ರಥಮ 25 ಸಾವಿರ ರೂ. ದ್ವಿತೀಯ 20 ಸಾವಿರ ರೂ. ತೃತೀಯ 15 ಸಾವಿರ ರೂ.ಗಳ ನಗದು, ಪ್ರಶಸ್ತಿ ಪತ್ರ ಹಾಗೂ ಮೆಡಲ್ ನೀಡಲಾಯಿತು. ಸಮಾರೋಪದ ಬಹುಮಾನವನ್ನು ಮಹಿಳಾ ವಿಭಾಗದಲ್ಲಿ ಬಸಮ್ಮ ಬೈರಿ, ನಾಯಕ, ರಮೇಶ, ಮಹಿಳಾ ವಿಭಾಗದಲ್ಲಿ ಶೋಭಾ, ಎಂ.ಆನಂದ ಪಾಟೀಲ, ಯಲ್ಲಮ್ಮ ಪಡೆದುಕೊಂಡರು. xyxy=(439,1434,645,1694)
divider xyxy=(8,540,1107,542)
issue-date: 15-10-2025 xyxy=(1271,13,1453,44)
divider xyxy=(8,1080,1107,1081)
tender-indent-5: (5) RDPR/2025-26/BD/WORK_INDENT19369 (6) RDPR/2025-26/BD/WORK_INDENT15822/CALL-3 xyxy=(1134,2196,1494,2225)
raitha-headline-1: ಪ್ರಕೃತಿ ನಂಬಿ ಜೀವನ ಸಾಗಿಸುವ ರೈತ: xyxy=(1176,985,1457,1012)
tender-date: ದಿನಾಂಕ: 09-10-2025 xyxy=(1403,1957,1499,1969)
guarantee-caption: ಗ್ಯಾರಂಟಿ, ಕಾಡಾ ಸವಲತ್ತು ಮನೆ ಮನೆಗೆ ತಲುಪಿಸಿ xyxy=(660,1197,1107,1227)
tender-org: ಕರ್ನಾಟಕ ಸರ್ಕಾರ xyxy=(1282,1884,1352,1898)
tender-indent-4: Others Category (4) RDPR/2025-26/BD/WORK_INDENT19047 xyxy=(1134,2164,1333,2193)
unesco-col2: ಸರ್ಕಾರ ಪ್ರಸ್ತಾಪಿಸಿದೆ. ಪಾರಂಪರಿಕ ಜಾಗತಿಕ ತಾಣದ ಎಲ್ಲಾ ಅರ್ಹತೆ ಲಕ್ಕುಂಡಿಗಿದೆ. ಅರ್ಹತೆಯ ಅಂಶಗಳನ್ನು ಸರ್ಕಾರ ಸಿದ್ಧಪಡಿಸಿದೆ. ನೂರಕ್ಕೂ ಹೆಚ್ಚು ದೇವಾಲಯಗಳು ಮತ್ತು ಪುಷ್ಕರಣಿಗಳನ್ನು ಹೊಂದಿರುವ ಈ ಪ್ರದೇಶವು ಐತಿಹಾಸಿಕ ಮಹತ್ವ ಪಡೆದಿದೆ. ಗದಗ ಜಿಲ್ಲೆಗೆ ಹುಬ್ಬಳ್ಳಿ ವಿಮಾನ ನಿಲ್ದಾಣ ಕೇವಲ 40 ನಿಮಿಷಗಳ ಪ್ರಯಾಣದ ದೂರದಲ್ಲಿದೆ. ಗದಗಿನಿಂದ ಕೇವಲ 08 ಕಿ.ಮೀ ದೂರದಲ್ಲಿರುವ ಲಕ್ಕುಂಡಿ ಚಾಲುಕ್ಯರ ಶಿಲ್ಪಕಲೆಯ ಬಯಲು ವಸ್ತುಸಂಗ್ರಹಾಲಯವೆಂದು ಕರೆಯಲ್ಪಡುತ್ತದೆ. 100 ಗಡವಾರ ಶಿಲ್ಪಕಲಾ ದೇವಾಲಯಗಳು, ಅಳವಾದ ಬಾವಿಗಳು, ಜೈನ ಬಸದಿಗಳು ಮತ್ತು ಪ್ರಾಚೀನ ಯುಗದ ಶಿಲಾಶಾಸನಗಳನ್ನು ಹೊಂದಿದೆ. ಗದಗ ನಗರವು xyxy=(293,280,559,483)
krishi-mela-photo xyxy=(1127,56,1506,185)
raitha-headline-2: ಮಂಜುನಾಥ ಭಂಡಾರಿ xyxy=(1233,1021,1401,1049)
yuva-col2: ತಿಳಿಸಿದರು. ಕಾರ್ಯಕ್ರಮದಲ್ಲಿ ಜಿಲ್ಲಾ ಏಡ್ಸ್ ನಿಯಂತ್ರಣ ಘಟಕ ಅಧಿಕಾರಿ ಡಾ. ಸಂಗಪ್ಪ, ಜಿಲ್ಲಾ ವೈದ್ಯಾಧಿಕಾರಿ ಎಂ.ಎಂ. ಬಾಗೇವಾಡಿ, ಸೈಕ್ರಿಯಾಟಿಕ ಡಾ. ಭೋಜರಾಜ, ಜಿಲ್ಲಾ ಕ್ರೀಡಾ ಅಧಿಕಾರಿ ಗೋವಿಂದ ರಾಜು, ಯುವ ಸಬಲೀಕರಣ ಇಲಾಖೆಯ ಅಧಿಕಾರಿ ಸಿಬ್ಬಂದಿ ಉಪಸ್ಥಿತರಿದ್ದರು. ಮ್ಯಾರಥಾನ್ ಸ್ಪರ್ಧೆಯಲ್ಲಿ ಪ್ರಥಮ ಸ್ಥಾನ ಪಡೆದ ಕಾಲೇಜು ವಿದ್ಯಾರ್ಥಿಗಳಿಗೆ ಬಹುಮಾನ ವಿತರಿಸಲಾಯಿತು. xyxy=(226,1434,432,1600)
divider xyxy=(653,1087,654,1828)
